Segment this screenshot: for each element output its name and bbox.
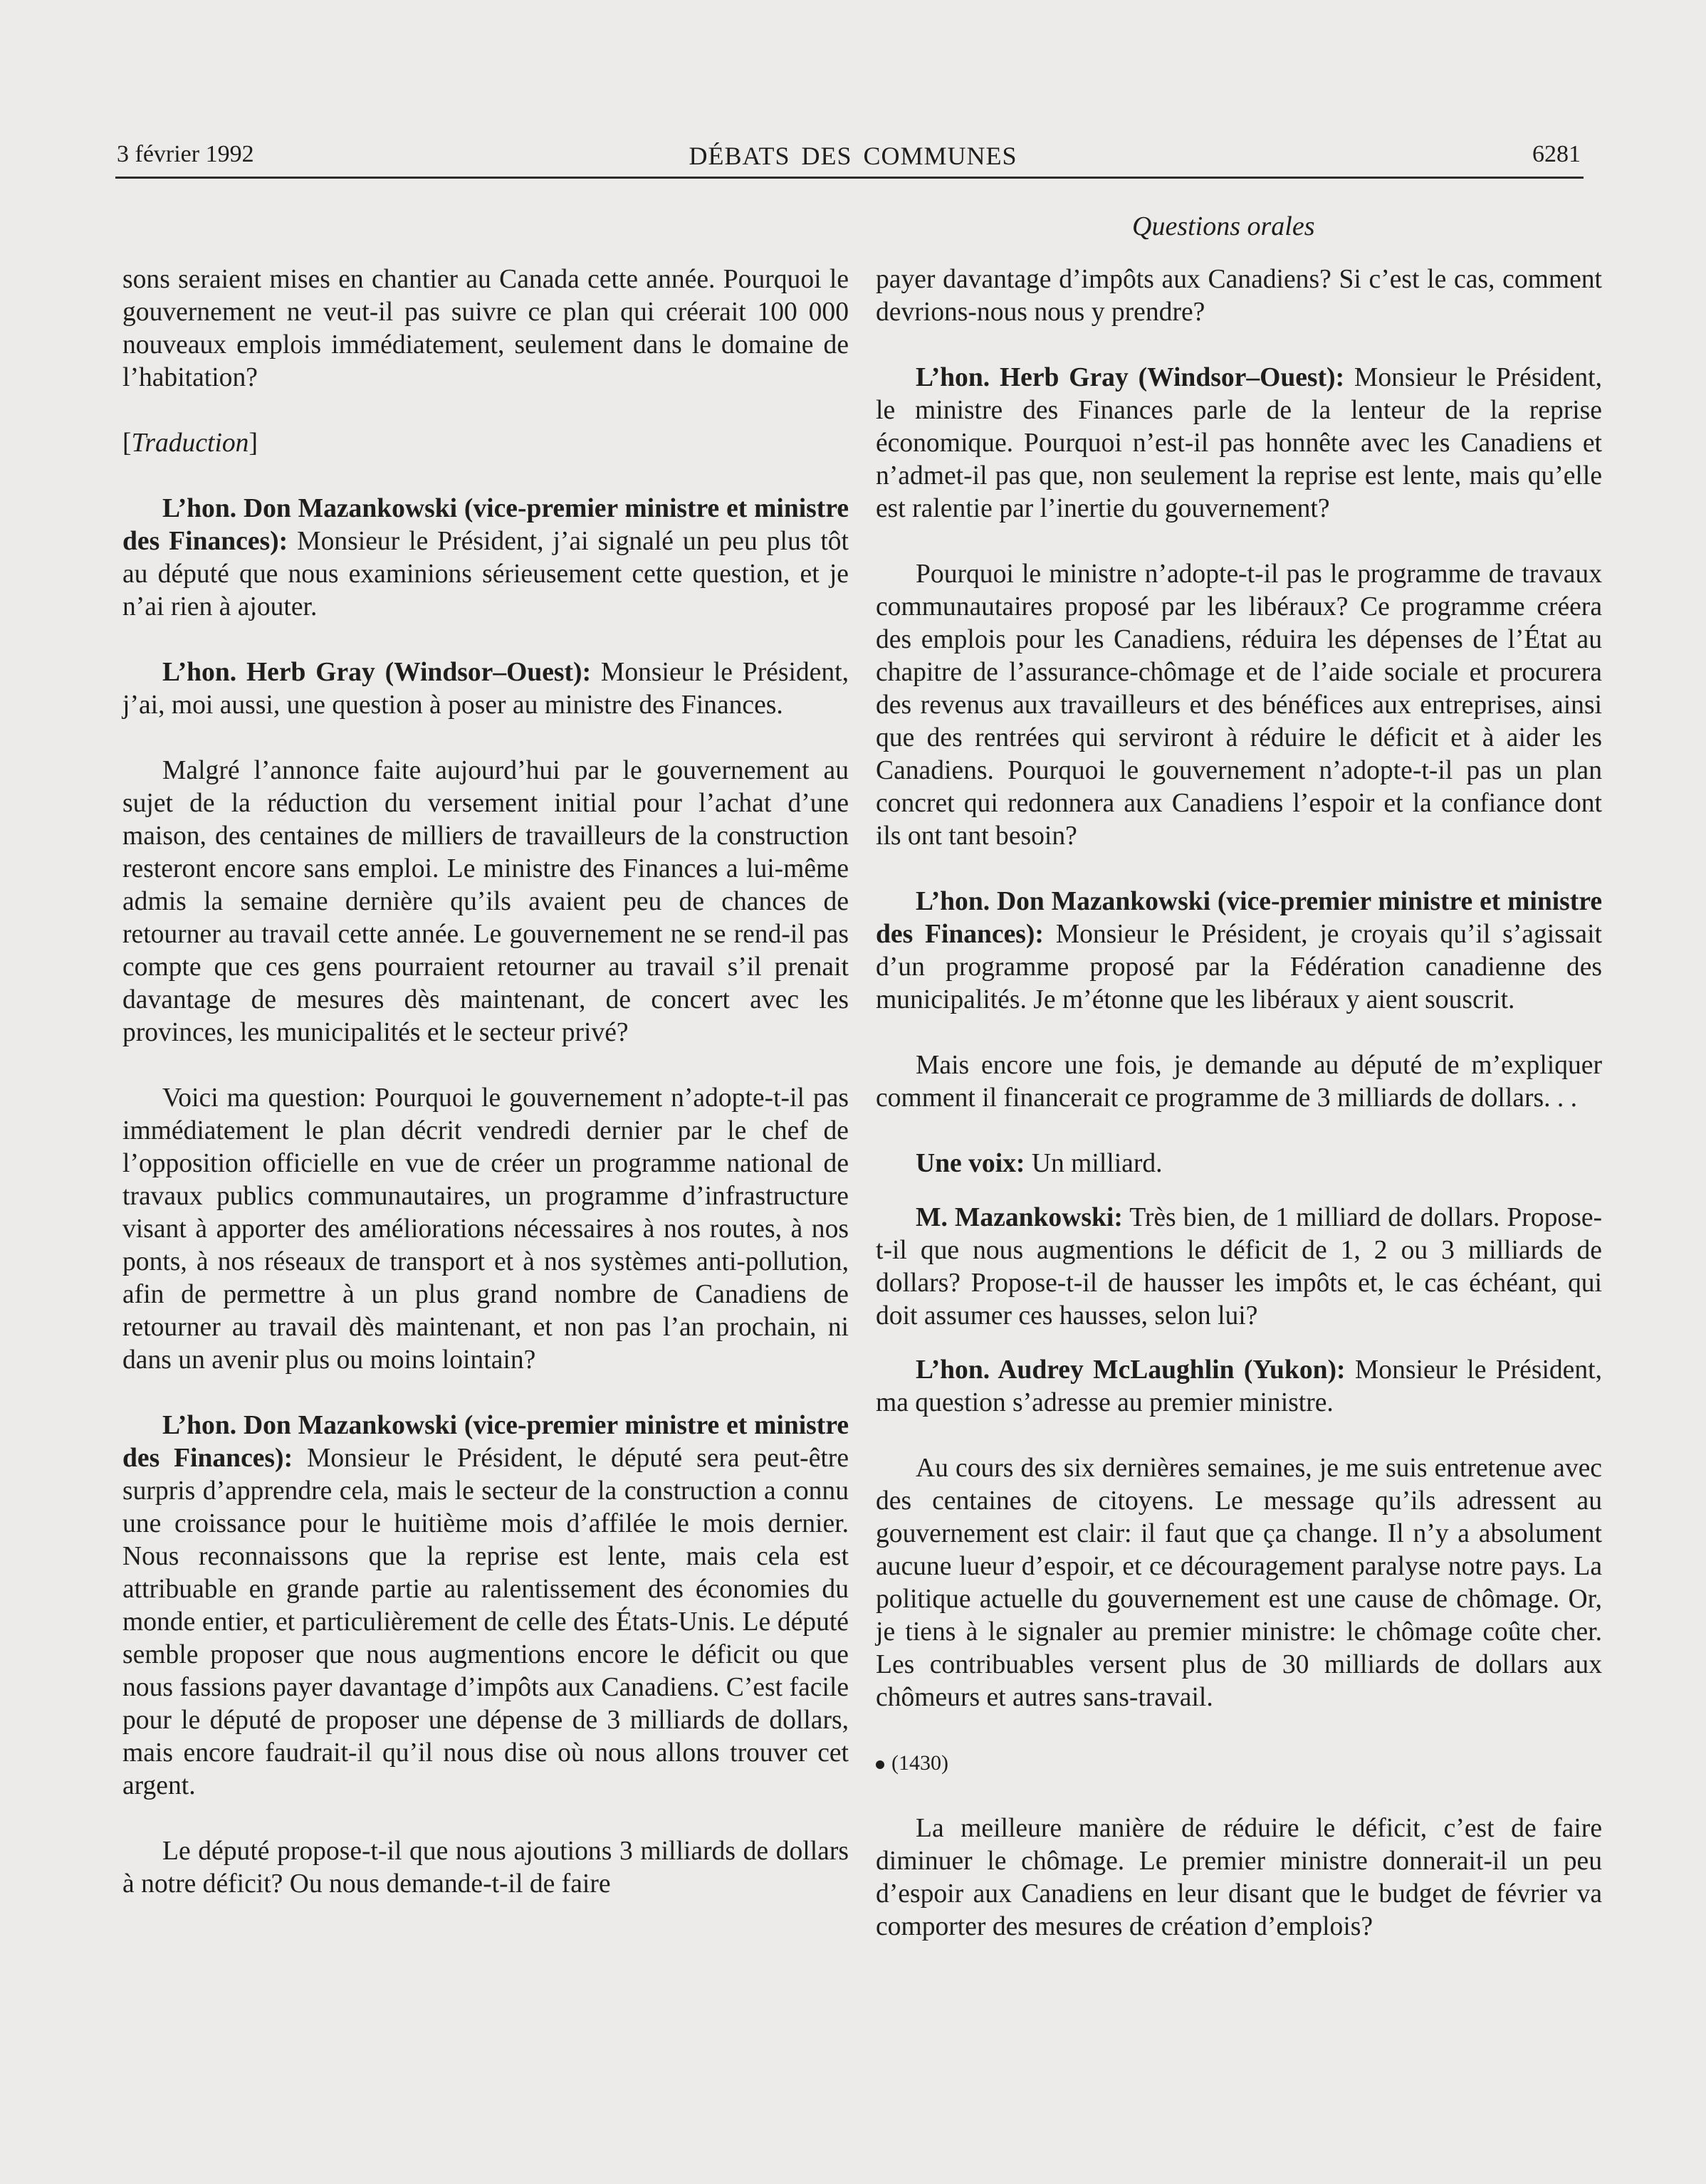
header-title: DÉBATS DES COMMUNES [689,142,1017,170]
paragraph: Au cours des six dernières semaines, je me suis entretenue avec des centaines de citoyens. Le message qu’ils adressent au gouvernement est clair: il faut que ça change. Il n’y a absolument aucune lueur d’espoir, et ce découragement paralyse notre pays. La politique actuelle du gouvernement est une cause de chômage. Or, je tiens à le signaler au premier ministre: le chômage coûte cher. Les contribuables versent plus de 30 milliards de dollars aux chômeurs et autres sans-travail. [876,1454,1602,1712]
speaker-name: L’hon. Don Mazankowski (vice-premier ministre et ministre des Finances): [122,494,849,556]
running-head: Questions orales [1132,211,1315,241]
paragraph: Le député propose-t-il que nous ajoutions 3 milliards de dollars à notre déficit? Ou nous demande-t-il de faire [122,1837,849,1899]
speaker-name: Une voix: [916,1149,1025,1178]
paragraph: Une voix: Un milliard. [916,1149,1163,1178]
speaker-name: L’hon. Herb Gray (Windsor–Ouest): [916,363,1345,392]
paragraph: M. Mazankowski: Très bien, de 1 milliard de dollars. Propose-t-il que nous augmentions le déficit de 1, 2 ou 3 milliards de dollars? Propose-t-il de hausser les impôts et, le cas échéant, qui doit assumer ces hausses, selon lui? [876,1203,1603,1330]
paragraph: L’hon. Don Mazankowski (vice-premier ministre et ministre des Finances): Monsieur le Président, j’ai signalé un peu plus tôt au député que nous examinions sérieusement cette question, et je n’ai rien à ajouter. [122,494,849,621]
paragraph: L’hon. Herb Gray (Windsor–Ouest): Monsieur le Président, le ministre des Finances parle de la lenteur de la reprise économique. Pourquoi n’est-il pas honnête avec les Canadiens et n’admet-il pas que, non seulement la reprise est lente, mais qu’elle est ralentie par l’inertie du gouvernement? [876,363,1602,523]
speaker-name: M. Mazankowski: [916,1203,1123,1232]
time-marker: (1430) [876,1747,1602,1780]
bullet-dot-icon [876,1760,884,1769]
paragraph: Mais encore une fois, je demande au député de m’expliquer comment il financerait ce programme de 3 milliards de dollars. . . [876,1051,1602,1113]
paragraph: L’hon. Herb Gray (Windsor–Ouest): Monsieur le Président, j’ai, moi aussi, une question à poser au ministre des Finances. [122,658,849,720]
header-rule [115,177,1584,179]
paragraph: L’hon. Audrey McLaughlin (Yukon): Monsieur le Président, ma question s’adresse au premier ministre. [876,1355,1602,1417]
paragraph: Voici ma question: Pourquoi le gouvernement n’adopte-t-il pas immédiatement le plan décrit vendredi dernier par le chef de l’opposition officielle en vue de créer un programme national de travaux publics communautaires, un programme d’infrastructure visant à apporter des améliorations nécessaires à nos routes, à nos ponts, à nos réseaux de transport et à nos systèmes anti-pollution, afin de permettre à un plus grand nombre de Canadiens de retourner au travail dès maintenant, et non pas l’an prochain, ni dans un avenir plus ou moins lointain? [122,1083,849,1375]
paragraph: L’hon. Don Mazankowski (vice-premier ministre et ministre des Finances): Monsieur le Président, le député sera peut-être surpris d’apprendre cela, mais le secteur de la construction a connu une croissance pour le huitième mois d’affilée le mois dernier. Nous reconnaissons que la reprise est lente, mais cela est attribuable en grande partie au ralentissement des économies du monde entier, et particulièrement de celle des États-Unis. Le député semble proposer que nous augmentions encore le déficit ou que nous fassions payer davantage d’impôts aux Canadiens. C’est facile pour le député de proposer une dépense de 3 milliards de dollars, mais encore faudrait-il qu’il nous dise où nous allons trouver cet argent. [122,1411,849,1800]
paragraph: payer davantage d’impôts aux Canadiens? Si c’est le cas, comment devrions-nous nous y prendre? [876,265,1602,327]
paragraph: La meilleure manière de réduire le déficit, c’est de faire diminuer le chômage. Le premier ministre donnerait-il un peu d’espoir aux Canadiens en leur disant que le budget de février va comporter des mesures de création d’emplois? [876,1814,1602,1941]
speaker-name: L’hon. Audrey McLaughlin (Yukon): [916,1355,1346,1385]
left-column [122,263,849,1901]
speaker-name: L’hon. Don Mazankowski (vice-premier ministre et ministre des Finances): [122,1411,849,1473]
page-number: 6281 [1532,141,1581,167]
header-date: 3 février 1992 [117,141,254,167]
speaker-name: L’hon. Herb Gray (Windsor–Ouest): [162,658,592,687]
paragraph: sons seraient mises en chantier au Canada cette année. Pourquoi le gouvernement ne veut-il pas suivre ce plan qui créerait 100 000 nouveaux emplois immédiatement, seulement dans le domaine de l’habitation? [122,265,849,392]
right-column [876,263,1602,1943]
paragraph: Pourquoi le ministre n’adopte-t-il pas le programme de travaux communautaires proposé par les libéraux? Ce programme créera des emplois pour les Canadiens, réduira les dépenses de l’État au chapitre de l’assurance-chômage et de l’aide sociale et procurera des revenus aux travailleurs et des bénéfices aux entreprises, ainsi que des rentrées qui serviront à réduire le déficit et à aider les Canadiens. Pourquoi le gouvernement n’adopte-t-il pas un plan concret qui redonnera aux Canadiens l’espoir et la confiance dont ils ont tant besoin? [876,560,1602,851]
speaker-name: L’hon. Don Mazankowski (vice-premier ministre et ministre des Finances): [876,887,1602,949]
paragraph: Malgré l’annonce faite aujourd’hui par le gouvernement au sujet de la réduction du versement initial pour l’achat d’une maison, des centaines de milliers de travailleurs de la construction resteront encore sans emploi. Le ministre des Finances a lui-même admis la semaine dernière qu’ils avaient peu de chances de retourner au travail cette année. Le gouvernement ne se rend-il pas compte que ces gens pourraient retourner au travail s’il prenait davantage de mesures dès maintenant, de concert avec les provinces, les municipalités et le secteur privé? [122,756,849,1047]
translation-label: [Traduction] [122,429,258,458]
paragraph: L’hon. Don Mazankowski (vice-premier ministre et ministre des Finances): Monsieur le Président, je croyais qu’il s’agissait d’un programme proposé par la Fédération canadienne des municipalités. Je m’étonne que les libéraux y aient souscrit. [876,887,1602,1014]
